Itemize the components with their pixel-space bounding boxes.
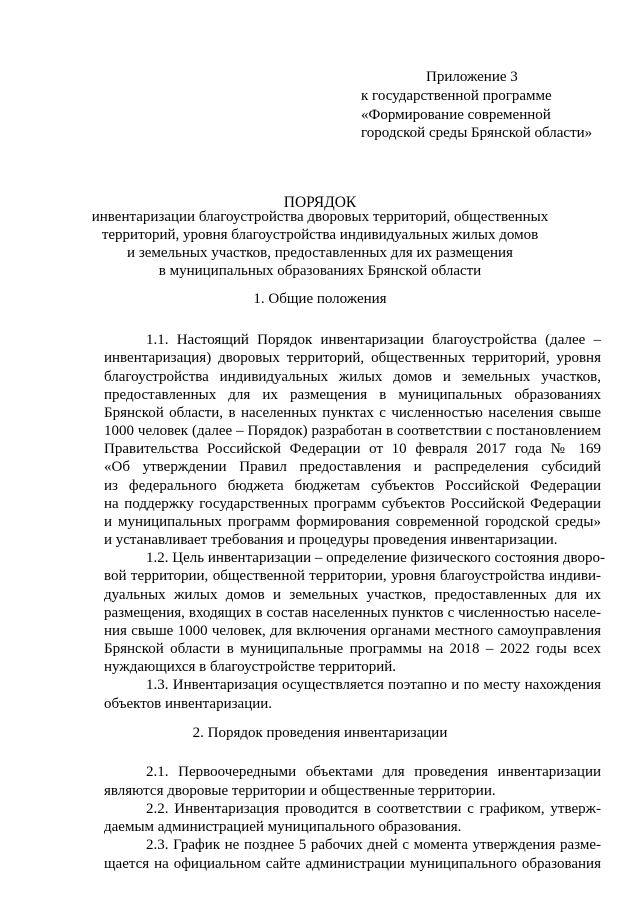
paragraph-line: 1.3. Инвентаризация осуществляется поэтапно и по месту нахождения <box>146 677 601 693</box>
paragraph-line: 1.1. Настоящий Порядок инвентаризации благоустройства (далее – <box>146 332 601 348</box>
appendix-line: «Формирование современной <box>361 107 551 123</box>
appendix-line: городской среды Брянской области» <box>361 125 593 141</box>
paragraph-line: Брянской области в муниципальные программы на 2018 – 2022 годы всех <box>104 641 601 657</box>
paragraph-line: даемым администрацией муниципального образования. <box>104 819 462 835</box>
appendix-line: к государственной программе <box>361 88 552 104</box>
paragraph-line: являются дворовые территории и общественные территории. <box>104 783 496 799</box>
paragraph-line: нуждающихся в благоустройстве территорий. <box>104 659 397 675</box>
paragraph-line: и муниципальных программ формирования современной городской среды» <box>104 514 601 530</box>
paragraph-line: 2.3. График не позднее 5 рабочих дней с момента утверждения разме- <box>146 837 601 853</box>
paragraph-line: Брянской области, в населенных пунктах с численностью населения свыше <box>104 405 601 421</box>
appendix-title: Приложение 3 <box>426 69 518 85</box>
paragraph-line: Правительства Российской Федерации от 10 февраля 2017 года № 169 <box>104 441 601 457</box>
section-heading: 1. Общие положения <box>253 291 387 307</box>
paragraph-line: размещения, входящих в состав населенных пунктов с численностью населе- <box>104 605 601 621</box>
title-heading: ПОРЯДОК <box>283 194 357 211</box>
title-line: территорий, уровня благоустройства индивидуальных жилых домов <box>101 227 539 243</box>
paragraph-line: дуальных жилых домов и земельных участков, предоставленных для их <box>104 587 601 603</box>
paragraph-line: благоустройства индивидуальных жилых домов и земельных участков, <box>104 369 601 385</box>
title-line: инвентаризации благоустройства дворовых территорий, общественных <box>91 209 549 225</box>
title-line: в муниципальных образованиях Брянской области <box>158 263 482 279</box>
paragraph-line: «Об утверждении Правил предоставления и распределения субсидий <box>104 459 601 475</box>
paragraph-line: вой территории, общественной территории, уровня благоустройства индиви- <box>104 568 601 584</box>
paragraph-line: из федерального бюджета бюджетам субъектов Российской Федерации <box>104 478 601 494</box>
paragraph-line: щается на официальном сайте администрации муниципального образования <box>104 856 601 872</box>
paragraph-line: предоставленных для их размещения в муниципальных образованиях <box>104 387 601 403</box>
paragraph-line: 2.2. Инвентаризация проводится в соответствии с графиком, утверж- <box>146 801 601 817</box>
paragraph-line: ния свыше 1000 человек, для включения органами местного самоуправления <box>104 623 601 639</box>
paragraph-line: 1000 человек (далее – Порядок) разработан в соответствии с постановлением <box>104 423 601 439</box>
paragraph-line: и устанавливает требования и процедуры проведения инвентаризации. <box>104 532 558 548</box>
paragraph-line: на поддержку государственных программ субъектов Российской Федерации <box>104 496 601 512</box>
paragraph-line: 2.1. Первоочередными объектами для проведения инвентаризации <box>146 764 601 780</box>
title-line: и земельных участков, предоставленных для их размещения <box>127 245 513 261</box>
paragraph-line: инвентаризация) дворовых территорий, общественных территорий, уровня <box>104 350 601 366</box>
paragraph-line: 1.2. Цель инвентаризации – определение физического состояния дворо- <box>146 550 605 566</box>
paragraph-line: объектов инвентаризации. <box>104 696 273 712</box>
section-heading: 2. Порядок проведения инвентаризации <box>192 725 448 741</box>
